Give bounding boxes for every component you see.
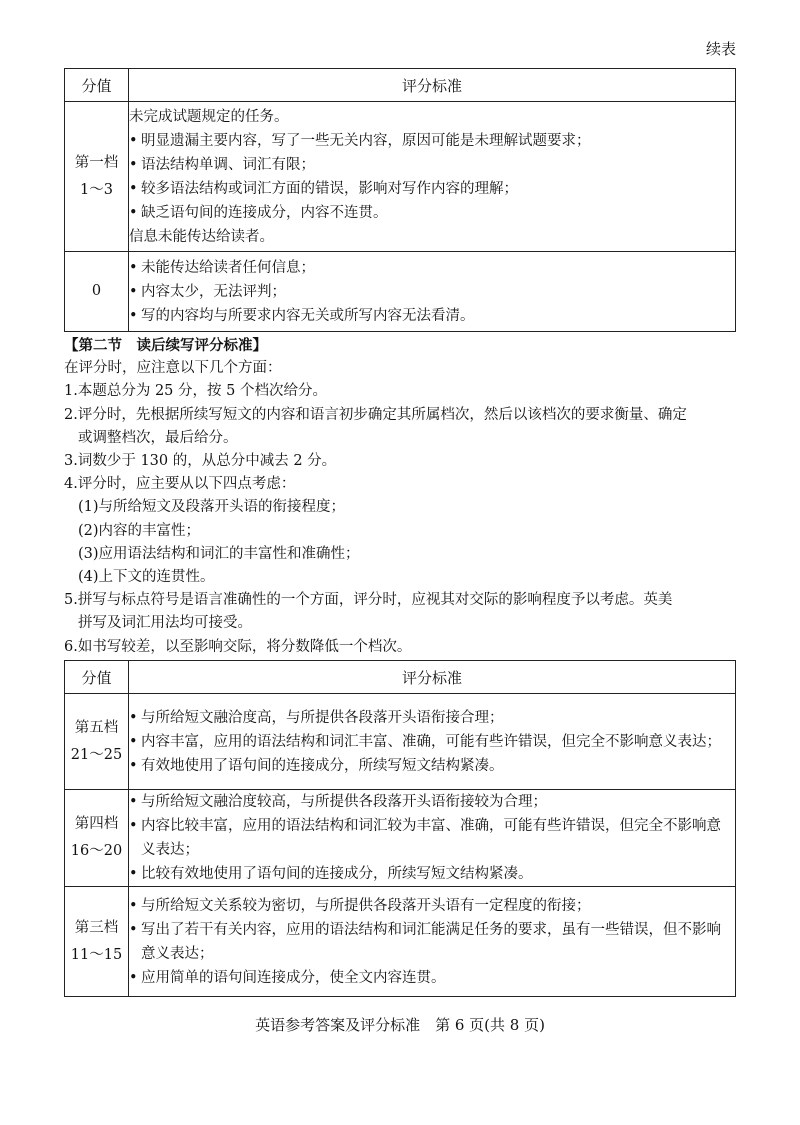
criteria-bullet: • 较多语法结构或词汇方面的错误，影响对写作内容的理解； [129, 180, 518, 197]
rule-item-continued: 或调整档次，最后给分。 [78, 429, 238, 446]
rule-item: 5.拼写与标点符号是语言准确性的一个方面，评分时，应视其对交际的影响程度予以考虑。英美 [64, 592, 673, 609]
level-name: 第五档 [74, 719, 119, 736]
rule-item: 2.评分时，先根据所续写短文的内容和语言初步确定其所属档次，然后以该档次的要求衡量、确定 [64, 406, 687, 423]
rule-subitem: (4)上下文的连贯性。 [78, 569, 215, 586]
section-heading: 【第二节 读后续写评分标准】 [64, 337, 267, 354]
table-row [65, 790, 736, 887]
criteria-cell [129, 252, 736, 332]
criteria-cell [129, 887, 736, 997]
level-name: 第四档 [74, 816, 119, 832]
continued-label: 续表 [705, 40, 736, 58]
score-cell [65, 790, 129, 887]
header-criteria: 评分标准 [129, 661, 736, 694]
criteria-bullet: • 内容比较丰富，应用的语法结构和词汇较为丰富、准确，可能有些许错误，但完全不影响意义表达； [129, 818, 721, 858]
rule-item: 6.如书写较差，以至影响交际，将分数降低一个档次。 [64, 638, 412, 655]
criteria-bullet: • 应用简单的语句间连接成分，使全文内容连贯。 [129, 969, 446, 986]
level-range: 1～3 [80, 181, 113, 198]
rule-item: 4.评分时，应主要从以下四点考虑： [64, 476, 296, 493]
grading-table-2 [64, 660, 736, 997]
table-row [65, 887, 736, 997]
rule-item: 1.本题总分为 25 分，按 5 个档次给分。 [64, 383, 327, 400]
table-row [65, 102, 736, 252]
header-score: 分值 [65, 661, 129, 694]
criteria-bullet: • 与所给短文融洽度高，与所提供各段落开头语衔接合理； [129, 709, 504, 726]
criteria-bullet: • 语法结构单调、词汇有限； [129, 156, 315, 173]
criteria-bullet: • 比较有效地使用了语句间的连接成分，所续写短文结构紧凑。 [129, 866, 533, 882]
rule-item: 3.词数少于 130 的，从总分中减去 2 分。 [64, 453, 337, 470]
level-name: 第三档 [74, 919, 119, 936]
score-cell [65, 694, 129, 790]
page-footer: 英语参考答案及评分标准 第 6 页(共 8 页) [255, 1016, 545, 1034]
rule-subitem: (2)内容的丰富性； [78, 522, 201, 539]
section-2 [64, 334, 740, 659]
header-criteria: 评分标准 [129, 69, 736, 102]
criteria-bullet: • 与所给短文关系较为密切，与所提供各段落开头语有一定程度的衔接； [129, 897, 591, 914]
criteria-outro: 信息未能传达给读者。 [129, 228, 274, 245]
level-name: 0 [91, 283, 102, 299]
section-intro: 在评分时，应注意以下几个方面： [64, 360, 282, 377]
header-score: 分值 [65, 69, 129, 102]
score-cell [65, 887, 129, 997]
score-cell [65, 252, 129, 332]
criteria-cell [129, 102, 736, 252]
level-name: 第一档 [74, 154, 119, 171]
table-header-row [65, 661, 736, 694]
rule-item-continued: 拼写及词汇用法均可接受。 [78, 615, 252, 632]
criteria-bullet: • 未能传达给读者任何信息； [129, 259, 315, 276]
table-row [65, 694, 736, 790]
level-range: 16～20 [70, 843, 123, 859]
table-header-row [65, 69, 736, 102]
rule-subitem: (1)与所给短文及段落开头语的衔接程度； [78, 499, 346, 516]
criteria-cell [129, 790, 736, 887]
criteria-bullet: • 缺乏语句间的连接成分，内容不连贯。 [129, 204, 388, 221]
criteria-bullet: • 内容丰富，应用的语法结构和词汇丰富、准确，可能有些许错误，但完全不影响意义表达； [129, 733, 721, 750]
score-cell [65, 102, 129, 252]
criteria-bullet: • 与所给短文融洽度较高，与所提供各段落开头语衔接较为合理； [129, 794, 547, 810]
criteria-bullet: • 写出了若干有关内容，应用的语法结构和词汇能满足任务的要求，虽有一些错误，但不影响意义表达； [129, 921, 721, 962]
level-range: 11～15 [70, 946, 123, 963]
criteria-intro: 未完成试题规定的任务。 [129, 108, 289, 125]
criteria-bullet: • 内容太少，无法评判； [129, 283, 286, 300]
grading-table-1 [64, 68, 736, 332]
table-row [65, 252, 736, 332]
criteria-cell [129, 694, 736, 790]
rule-subitem: (3)应用语法结构和词汇的丰富性和准确性； [78, 545, 360, 562]
criteria-bullet: • 明显遗漏主要内容，写了一些无关内容，原因可能是未理解试题要求； [129, 132, 591, 149]
level-range: 21～25 [70, 746, 123, 763]
criteria-bullet: • 有效地使用了语句间的连接成分，所续写短文结构紧凑。 [129, 757, 504, 774]
criteria-bullet: • 写的内容均与所要求内容无关或所写内容无法看清。 [129, 307, 475, 324]
